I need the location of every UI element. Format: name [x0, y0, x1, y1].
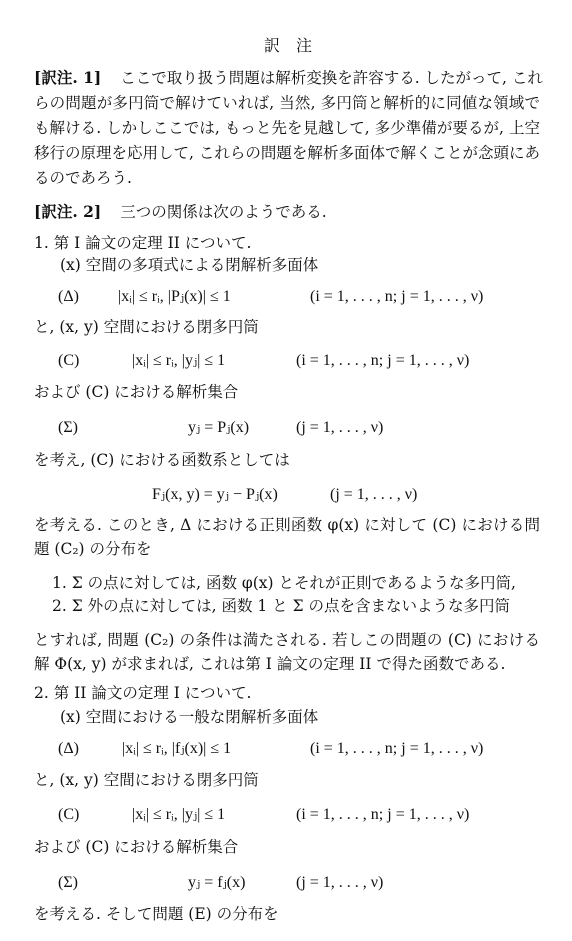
part1-item-2: 2. Σ 外の点に対しては, 函数 1 と Σ の点を含まないような多円筒	[52, 597, 510, 615]
part2-title: 2. 第 II 論文の定理 I について.	[34, 684, 252, 702]
part2-and-set: および (C) における解析集合	[34, 838, 239, 856]
part2-sigma-label: (Σ)	[58, 874, 78, 891]
part2-sigma-range: (j = 1, . . . , ν)	[296, 874, 384, 891]
part2-delta-range: (i = 1, . . . , n; j = 1, . . . , ν)	[310, 740, 484, 757]
note2-header	[34, 204, 327, 221]
note1-line-1	[34, 68, 543, 87]
note1-label: [訳注. 1]	[34, 68, 102, 87]
part1-delta-ineq: |xᵢ| ≤ rᵢ, |Pⱼ(x)| ≤ 1	[118, 288, 231, 305]
part2-last-line: を考える. そして問題 (E) の分布を	[34, 905, 279, 923]
part1-and-set: および (C) における解析集合	[34, 383, 239, 401]
part2-sigma-eq: yⱼ = fⱼ(x)	[188, 874, 246, 891]
part1-sigma-range: (j = 1, . . . , ν)	[296, 419, 384, 436]
part2-delta-label: (Δ)	[58, 740, 79, 757]
part2-c-label: (C)	[58, 806, 80, 823]
part1-consider-2: 題 (C₂) の分布を	[34, 540, 152, 558]
note1-text-1: ここで取り扱う問題は解析変換を許容する. したがって, これ	[120, 69, 543, 87]
part2-c-ineq: |xᵢ| ≤ rᵢ, |yⱼ| ≤ 1	[132, 806, 226, 823]
part1-c-range: (i = 1, . . . , n; j = 1, . . . , ν)	[296, 352, 470, 369]
part1-f-range: (j = 1, . . . , ν)	[330, 486, 418, 503]
part2-delta-ineq: |xᵢ| ≤ rᵢ, |fⱼ(x)| ≤ 1	[122, 740, 232, 757]
part1-function-system: を考え, (C) における函数系としては	[34, 451, 290, 469]
part2-c-range: (i = 1, . . . , n; j = 1, . . . , ν)	[296, 806, 470, 823]
note1-line-5: るのであろう.	[34, 169, 132, 187]
part1-then-2: 解 Φ(x, y) が求まれば, これは第 I 論文の定理 II で得た函数である.	[34, 655, 506, 673]
part1-delta-range: (i = 1, . . . , n; j = 1, . . . , ν)	[310, 288, 484, 305]
part1-sigma-eq: yⱼ = Pⱼ(x)	[188, 419, 250, 436]
part1-item-1: 1. Σ の点に対しては, 函数 φ(x) とそれが正則であるような多円筒,	[52, 574, 516, 592]
part1-sigma-label: (Σ)	[58, 419, 78, 436]
part1-c-label: (C)	[58, 352, 80, 369]
part1-title: 1. 第 I 論文の定理 II について.	[34, 234, 252, 252]
note2-label: [訳注. 2]	[34, 202, 102, 221]
part2-sub: (x) 空間における一般な閉解析多面体	[60, 708, 319, 726]
note2-intro: 三つの関係は次のようである.	[120, 203, 327, 221]
part1-delta-label: (Δ)	[58, 288, 79, 305]
part2-and-cylinder: と, (x, y) 空間における閉多円筒	[34, 771, 259, 789]
note1-line-4: 移行の原理を応用して, これらの問題を解析多面体で解くことが念頭にあ	[34, 144, 540, 162]
note1-line-3: も解ける. しかしここでは, もっと先を見越して, 多少準備が要るが, 上空	[34, 119, 540, 137]
part1-then-1: とすれば, 問題 (C₂) の条件は満たされる. 若しこの問題の (C) における	[34, 631, 540, 649]
part1-f-eq: Fⱼ(x, y) = yⱼ − Pⱼ(x)	[152, 486, 278, 503]
page-heading: 訳 注	[264, 36, 313, 55]
part1-c-ineq: |xᵢ| ≤ rᵢ, |yⱼ| ≤ 1	[132, 352, 226, 369]
part1-and-cylinder: と, (x, y) 空間における閉多円筒	[34, 318, 259, 336]
part1-sub: (x) 空間の多項式による閉解析多面体	[60, 256, 319, 274]
note1-line-2: らの問題が多円筒で解けていれば, 当然, 多円筒と解析的に同値な領域で	[34, 94, 540, 112]
part1-consider-1: を考える. このとき, Δ における正則函数 φ(x) に対して (C) における問	[34, 516, 540, 534]
